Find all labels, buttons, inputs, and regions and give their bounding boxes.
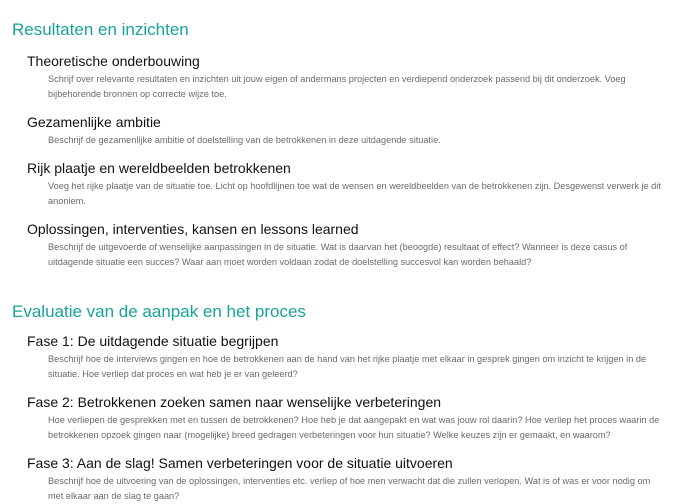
- item-description: Beschrijf de uitgevoerde of wenselijke aanpassingen in de situatie. Wat is daarvan het (beoogde) resultaat of effect? Wanneer is deze casus of uitdagende situatie een succes? Waar aan moet worden voldaan zodat de doelstelling succesvol kan worden behaald?: [48, 242, 628, 267]
- item-fase-2: [27, 394, 667, 443]
- item-description: Beschrijf hoe de interviews gingen en hoe de betrokkenen aan de hand van het rijke plaatje met elkaar in gesprek gingen om inzicht te krijgen in de situatie. Hoe verliep dat proces en wat heb je er van geleerd?: [48, 354, 647, 379]
- item-title: Fase 3: Aan de slag! Samen verbeteringen voor de situatie uitvoeren: [27, 455, 453, 471]
- section-title: Resultaten en inzichten: [12, 20, 189, 39]
- item-oplossingen: [27, 221, 667, 270]
- section-title: Evaluatie van de aanpak en het proces: [12, 302, 306, 321]
- item-title: Oplossingen, interventies, kansen en lessons learned: [27, 221, 359, 237]
- section-evaluatie: [12, 302, 667, 504]
- item-theoretische-onderbouwing: [27, 53, 667, 102]
- item-title: Rijk plaatje en wereldbeelden betrokkenen: [27, 160, 291, 176]
- item-rijk-plaatje: [27, 160, 667, 209]
- item-fase-3: [27, 455, 667, 504]
- item-title: Fase 2: Betrokkenen zoeken samen naar wenselijke verbeteringen: [27, 394, 442, 410]
- item-description: Beschrijf hoe de uitvoering van de oplossingen, interventies etc. verliep of hoe men verwacht dat die zullen verlopen. Wat is of was er voor nodig om met elkaar aan de slag te gaan?: [48, 476, 651, 501]
- item-title: Theoretische onderbouwing: [27, 53, 200, 69]
- item-fase-1: [27, 333, 667, 382]
- item-title: Fase 1: De uitdagende situatie begrijpen: [27, 333, 279, 349]
- item-description: Voeg het rijke plaatje van de situatie toe. Licht op hoofdlijnen toe wat de wensen en wereldbeelden van de betrokkenen zijn. Desgewenst verwerk je dit anoniem.: [48, 181, 661, 206]
- item-gezamenlijke-ambitie: [27, 114, 667, 148]
- item-description: Schrijf over relevante resultaten en inzichten uit jouw eigen of andermans projecten en verdiepend onderzoek passend bij dit onderzoek. Voeg bijbehorende bronnen op correcte wijze toe.: [48, 74, 626, 99]
- section-resultaten: [12, 20, 667, 270]
- item-description: Hoe verliepen de gesprekken met en tussen de betrokkenen? Hoe heb je dat aangepakt en wat was jouw rol daarin? Hoe verliep het proces waarin de betrokkenen opzoek gingen naar (mogelijke) breed gedragen verbeteringen voor hun situatie? Welke keuzes zijn er gemaakt, en waarom?: [48, 415, 660, 440]
- item-title: Gezamenlijke ambitie: [27, 114, 161, 130]
- item-description: Beschrijf de gezamenlijke ambitie of doelstelling van de betrokkenen in deze uitdagende situatie.: [48, 135, 441, 145]
